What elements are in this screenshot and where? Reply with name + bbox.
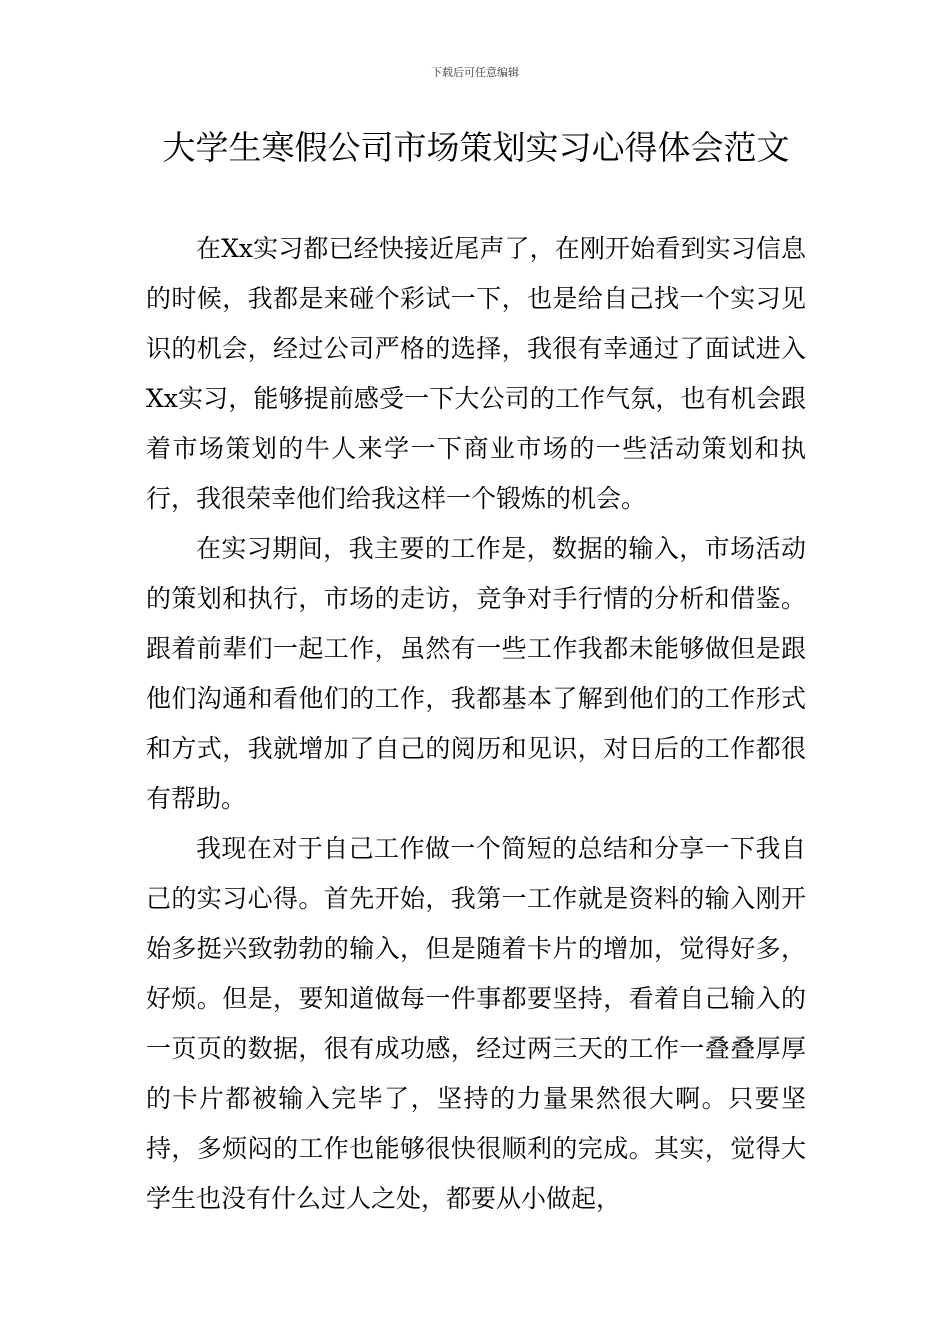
paragraph-1: 在Xx实习都已经快接近尾声了，在刚开始看到实习信息的时候，我都是来碰个彩试一下，也是给自己找一个实习见识的机会，经过公司严格的选择，我很有幸通过了面试进入Xx实习，能够提前感受一下大公司的工作气氛，也有机会跟着市场策划的牛人来学一下商业市场的一些活动策划和执行，我很荣幸他们给我这样一个锻炼的机会。 (146, 234, 806, 513)
paragraph-3: 我现在对于自己工作做一个简短的总结和分享一下我自己的实习心得。首先开始，我第一工作就是资料的输入刚开始多挺兴致勃勃的输入，但是随着卡片的增加，觉得好多，好烦。但是，要知道做每一件事都要坚持，看着自己输入的一页页的数据，很有成功感，经过两三天的工作一叠叠厚厚的卡片都被输入完毕了，坚持的力量果然很大啊。只要坚持，多烦闷的工作也能够很快很顺利的完成。其实，觉得大学生也没有什么过人之处，都要从小做起， (146, 834, 806, 1213)
header-note: 下载后可任意编辑 (431, 66, 519, 79)
document-body (146, 224, 806, 1224)
document-title: 大学生寒假公司市场策划实习心得体会范文 (162, 128, 790, 167)
paragraph-2: 在实习期间，我主要的工作是，数据的输入，市场活动的策划和执行，市场的走访，竞争对手行情的分析和借鉴。跟着前辈们一起工作，虽然有一些工作我都未能够做但是跟他们沟通和看他们的工作，我都基本了解到他们的工作形式和方式，我就增加了自己的阅历和见识，对日后的工作都很有帮助。 (146, 534, 806, 813)
